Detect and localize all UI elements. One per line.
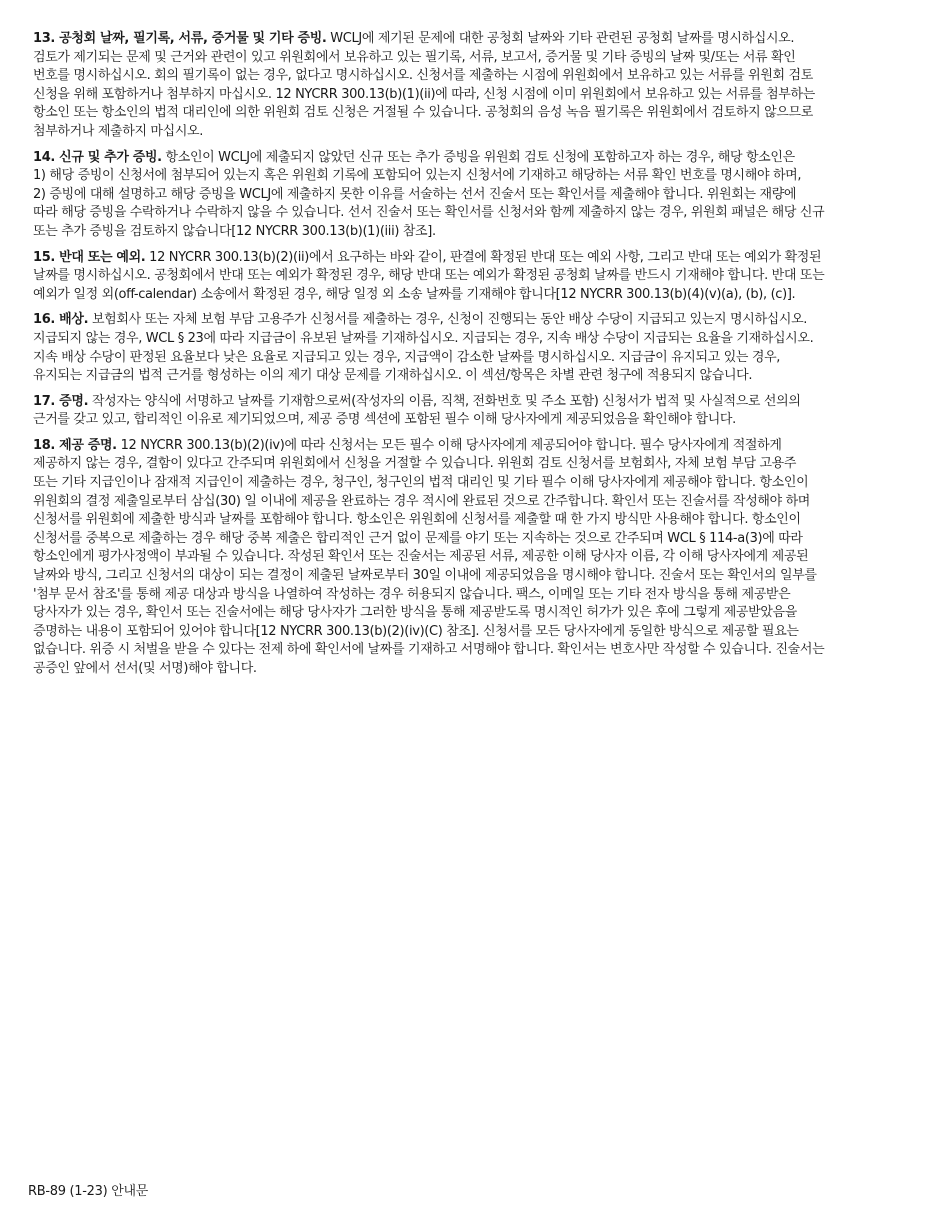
section-line: 17. 증명. 작성자는 양식에 서명하고 날짜를 기재함으로써(작성자의 이름, 직책, 전화번호 및 주소 포함) 신청서가 법적 및 사실적으로 선의의 [33,393,801,409]
section-line: 항소인에게 평가사정액이 부과될 수 있습니다. 작성된 확인서 또는 진술서는 제공된 서류, 제공한 이해 당사자 이름, 각 이해 당사자에게 제공된 [33,549,809,565]
section-line: 14. 신규 및 추가 증빙. 항소인이 WCLJ에 제출되지 않았던 신규 또는 추가 증빙을 위원회 검토 신청에 포함하고자 하는 경우, 해당 항소인은 [33,149,795,165]
section-line: 또는 추가 증빙을 검토하지 않습니다[12 NYCRR 300.13(b)(1)(iii) 참조]. [33,223,436,239]
section-line: 신청을 위해 포함하거나 첨부하지 마십시오. 12 NYCRR 300.13(b)(1)(ii)에 따라, 신청 시점에 이미 위원회에서 보유하고 있는 서류를 첨부하는 [33,86,815,102]
section-line: 15. 반대 또는 예외. 12 NYCRR 300.13(b)(2)(ii)에서 요구하는 바와 같이, 판결에 확정된 반대 또는 예외 사항, 그리고 반대 또는 예외가 확정된 [33,249,822,265]
section-heading: 15. 반대 또는 예외. [33,249,146,265]
document-body [33,30,911,686]
section-17-certification [33,393,911,430]
section-13-hearing-dates [33,30,911,142]
section-line: 16. 배상. 보험회사 또는 자체 보험 부담 고용주가 신청서를 제출하는 경우, 신청이 진행되는 동안 배상 수당이 지급되고 있는지 명시하십시오. [33,312,808,328]
section-line: 예외가 일정 외(off-calendar) 소송에서 확정된 경우, 해당 일정 외 소송 날짜를 기재해야 합니다[12 NYCRR 300.13(b)(4)(v)(a), (b), (c)]. [33,286,796,302]
section-line: 첨부하거나 제출하지 마십시오. [33,123,204,139]
section-heading: 17. 증명. [33,393,89,409]
section-line: 지급되지 않는 경우, WCL § 23에 따라 지급금이 유보된 날짜를 기재하십시오. 지급되는 경우, 지속 배상 수당이 지급되는 요율을 기재하십시오. [33,330,814,346]
section-line: 날짜를 명시하십시오. 공청회에서 반대 또는 예외가 확정된 경우, 해당 반대 또는 예외가 확정된 공청회 날짜를 반드시 기재해야 합니다. 반대 또는 [33,268,825,284]
section-heading: 16. 배상. [33,312,89,328]
section-line: 근거를 갖고 있고, 합리적인 이유로 제기되었으며, 제공 증명 섹션에 포함된 필수 이해 당사자에게 제공되었음을 확인해야 합니다. [33,412,736,428]
section-line: 1) 해당 증빙이 신청서에 첨부되어 있는지 혹은 위원회 기록에 포함되어 있는지 신청서에 기재하고 해당하는 서류 확인 번호를 명시해야 하며, [33,168,802,184]
section-heading: 14. 신규 및 추가 증빙. [33,149,162,165]
section-18-proof-of-service [33,437,911,679]
form-footer-label: RB-89 (1-23) 안내문 [28,1184,148,1199]
section-heading: 18. 제공 증명. [33,437,117,453]
section-line: 번호를 명시하십시오. 회의 필기록이 없는 경우, 없다고 명시하십시오. 신청서를 제출하는 시점에 위원회에서 보유하고 있는 서류를 위원회 검토 [33,68,813,84]
section-line: 따라 해당 증빙을 수락하거나 수락하지 않을 수 있습니다. 선서 진술서 또는 확인서를 신청서와 함께 제출하지 않는 경우, 위원회 패널은 해당 신규 [33,205,825,221]
section-15-objections [33,249,911,305]
section-line: 13. 공청회 날짜, 필기록, 서류, 증거물 및 기타 증빙. WCLJ에 제기된 문제에 대한 공청회 날짜와 기타 관련된 공청회 날짜를 명시하십시오. [33,31,795,46]
section-line: 또는 기타 지급인이나 잠재적 지급인이 제출하는 경우, 청구인, 청구인의 법적 대리인 및 기타 필수 이해 당사자에게 제공해야 합니다. 항소인이 [33,475,809,491]
section-line: 2) 증빙에 대해 설명하고 해당 증빙을 WCLJ에 제출하지 못한 이유를 서술하는 선서 진술서 또는 확인서를 제출해야 합니다. 위원회는 재량에 [33,186,797,202]
section-line: 공증인 앞에서 선서(및 서명)해야 합니다. [33,661,257,676]
section-line: 없습니다. 위증 시 처벌을 받을 수 있다는 전제 하에 확인서에 날짜를 기재하고 서명해야 합니다. 확인서는 변호사만 작성할 수 있습니다. 진술서는 [33,642,825,658]
section-line: 위원회의 결정 제출일로부터 삼십(30) 일 이내에 제공을 완료하는 경우 적시에 완료된 것으로 간주합니다. 확인서 또는 진술서를 작성해야 하며 [33,493,811,509]
section-line: 신청서를 중복으로 제출하는 경우 해당 중복 제출은 합리적인 근거 없이 문제를 야기 또는 지속하는 것으로 간주되며 WCL § 114-a(3)에 따라 [33,530,803,546]
section-line: '첨부 문서 참조'를 통해 제공 대상과 방식을 나열하여 작성하는 경우 허용되지 않습니다. 팩스, 이메일 또는 기타 전자 방식을 통해 제공받은 [33,586,791,602]
section-line: 날짜와 방식, 그리고 신청서의 대상이 되는 결정이 제출된 날짜로부터 30일 이내에 제공되었음을 명시해야 합니다. 진술서 또는 확인서의 일부를 [33,568,817,584]
section-heading: 13. 공청회 날짜, 필기록, 서류, 증거물 및 기타 증빙. [33,31,327,46]
section-16-compensation [33,311,911,385]
section-line: 신청서를 위원회에 제출한 방식과 날짜를 포함해야 합니다. 항소인은 위원회에 신청서를 제출할 때 한 가지 방식만 사용해야 합니다. 항소인이 [33,512,801,528]
section-14-new-evidence [33,149,911,242]
section-line: 항소인 또는 항소인의 법적 대리인에 의한 위원회 검토 신청은 거절될 수 있습니다. 공청회의 음성 녹음 필기록은 위원회에서 검토하지 않으므로 [33,105,813,121]
section-line: 증명하는 내용이 포함되어 있어야 합니다[12 NYCRR 300.13(b)(2)(iv)(C) 참조]. 신청서를 모든 당사자에게 동일한 방식으로 제공할 필요는 [33,623,799,639]
section-line: 18. 제공 증명. 12 NYCRR 300.13(b)(2)(iv)에 따라 신청서는 모든 필수 이해 당사자에게 제공되어야 합니다. 필수 당사자에게 적절하게 [33,437,782,453]
section-line: 지속 배상 수당이 판정된 요율보다 낮은 요율로 지급되고 있는 경우, 지급액이 감소한 날짜를 명시하십시오. 지급금이 유지되고 있는 경우, [33,349,781,365]
section-line: 검토가 제기되는 문제 및 근거와 관련이 있고 위원회에서 보유하고 있는 필기록, 서류, 보고서, 증거물 및 기타 증빙의 날짜 및/또는 서류 확인 [33,49,796,65]
section-line: 당사자가 있는 경우, 확인서 또는 진술서에는 해당 당사자가 그러한 방식을 통해 제공받도록 명시적인 허가가 있은 후에 그렇게 제공받았음을 [33,605,797,621]
section-line: 제공하지 않는 경우, 결함이 있다고 간주되며 위원회에서 신청을 거절할 수 있습니다. 위원회 검토 신청서를 보험회사, 자체 보험 부담 고용주 [33,456,797,472]
section-line: 유지되는 지급금의 법적 근거를 형성하는 이의 제기 대상 문제를 기재하십시오. 이 섹션/항목은 차별 관련 청구에 적용되지 않습니다. [33,368,753,384]
